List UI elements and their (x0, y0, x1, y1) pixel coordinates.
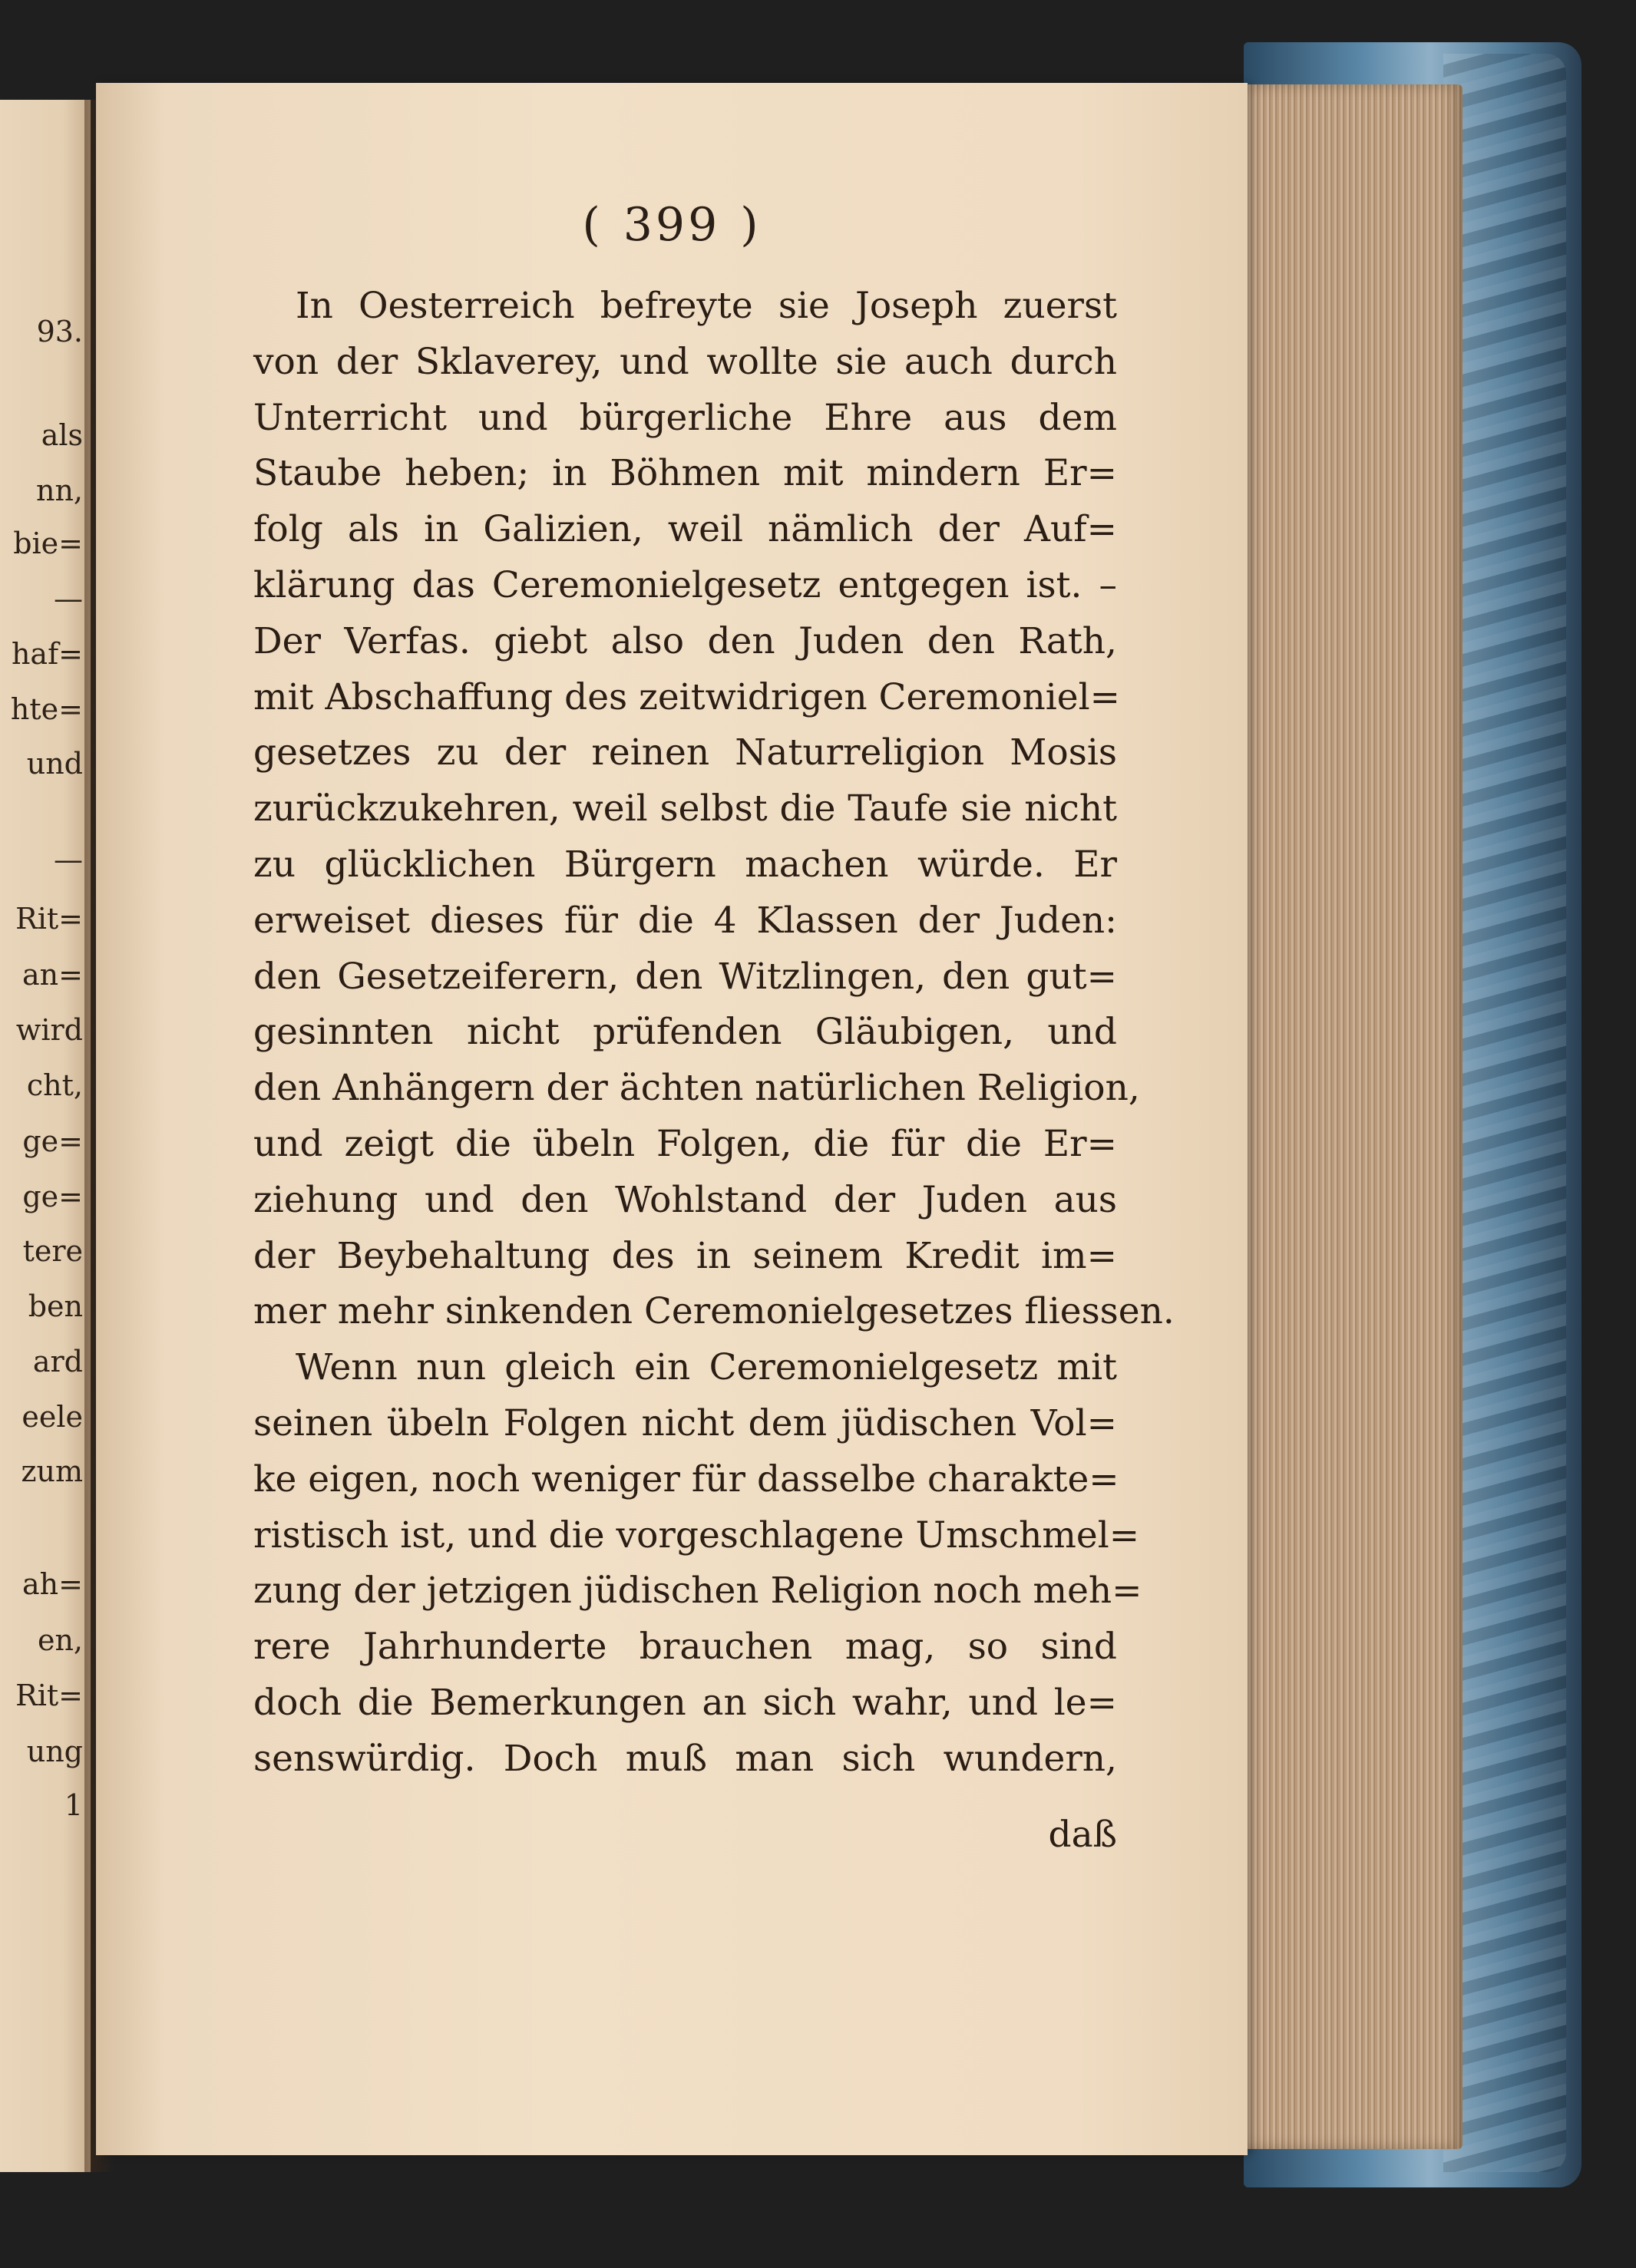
left-fragment: zum (21, 1454, 83, 1488)
left-fragment: — (54, 582, 83, 616)
page-number: 399 (623, 198, 721, 252)
text-line: Der Verfas. giebt also den Juden den Rath, (253, 619, 1117, 662)
text-line: zurückzukehren, weil selbst die Taufe sie nicht (253, 787, 1117, 830)
left-fragment: eele (21, 1400, 83, 1434)
text-line: zung der jetzigen jüdischen Religion noch meh= (253, 1570, 1142, 1613)
left-fragment: als (41, 418, 83, 452)
left-fragment: und (26, 747, 83, 781)
text-line: gesinnten nicht prüfenden Gläubigen, und (253, 1011, 1117, 1054)
left-fragment: Rit= (15, 902, 83, 936)
left-fragment: ung (26, 1735, 83, 1768)
text-line: seinen übeln Folgen nicht dem jüdischen Vol= (253, 1401, 1117, 1444)
paren-close: ) (740, 198, 762, 252)
left-fragment: Rit= (15, 1679, 83, 1712)
text-line: ke eigen, noch weniger für dasselbe charakte= (253, 1458, 1119, 1500)
left-fragment: en, (37, 1623, 83, 1657)
page-header (96, 198, 1248, 252)
left-fragment: 93. (36, 315, 83, 348)
text-line: Wenn nun gleich ein Ceremonielgesetz mit (296, 1346, 1117, 1389)
left-fragment: an= (22, 958, 83, 992)
text-line: der Beybehaltung des in seinem Kredit im= (253, 1234, 1117, 1277)
right-page (96, 83, 1248, 2155)
left-fragment: ge= (22, 1124, 83, 1158)
left-fragment: nn, (35, 474, 83, 507)
text-line: den Anhängern der ächten natürlichen Religion, (253, 1067, 1140, 1110)
text-line: folg als in Galizien, weil nämlich der Auf= (253, 508, 1117, 551)
catchword: daß (1048, 1814, 1117, 1856)
text-line: gesetzes zu der reinen Naturreligion Mosis (253, 731, 1117, 774)
text-line: rere Jahrhunderte brauchen mag, so sind (253, 1626, 1117, 1669)
left-fragment: ard (32, 1345, 83, 1378)
paren-open: ( (582, 198, 603, 252)
left-fragment: tere (22, 1234, 83, 1268)
text-line: Staube heben; in Böhmen mit mindern Er= (253, 452, 1117, 495)
text-line: ristisch ist, und die vorgeschlagene Umschmel= (253, 1514, 1140, 1557)
text-line: senswürdig. Doch muß man sich wundern, (253, 1737, 1117, 1780)
text-line: ziehung und den Wohlstand der Juden aus (253, 1178, 1117, 1221)
text-line: Unterricht und bürgerliche Ehre aus dem (253, 396, 1117, 439)
text-line: In Oesterreich befreyte sie Joseph zuerst (296, 285, 1117, 327)
body-text (253, 279, 1175, 1788)
left-fragment: hte= (10, 692, 83, 726)
left-fragment: ah= (22, 1567, 83, 1601)
left-fragment: ge= (22, 1180, 83, 1213)
page-edges (1240, 84, 1462, 2149)
left-fragment: ben (28, 1289, 83, 1323)
text-line: und zeigt die übeln Folgen, die für die Er= (253, 1122, 1117, 1165)
left-page (0, 100, 91, 2172)
left-fragment: — (54, 843, 83, 876)
left-fragment: haf= (11, 637, 83, 671)
text-line: klärung das Ceremonielgesetz entgegen ist. – (253, 563, 1117, 606)
text-line: zu glücklichen Bürgern machen würde. Er (253, 843, 1117, 886)
text-line: erweiset dieses für die 4 Klassen der Juden: (253, 899, 1117, 942)
text-line: von der Sklaverey, und wollte sie auch durch (253, 340, 1117, 383)
text-line: doch die Bemerkungen an sich wahr, und le= (253, 1681, 1117, 1724)
left-fragment: cht, (26, 1068, 83, 1102)
left-fragment: bie= (13, 527, 83, 560)
text-line: mer mehr sinkenden Ceremonielgesetzes fliessen. (253, 1290, 1175, 1333)
left-fragment: wird (15, 1013, 83, 1047)
text-line: mit Abschaffung des zeitwidrigen Ceremoniel= (253, 675, 1121, 718)
left-fragment: 1 (64, 1788, 83, 1822)
text-line: den Gesetzeiferern, den Witzlingen, den gut= (253, 955, 1117, 998)
